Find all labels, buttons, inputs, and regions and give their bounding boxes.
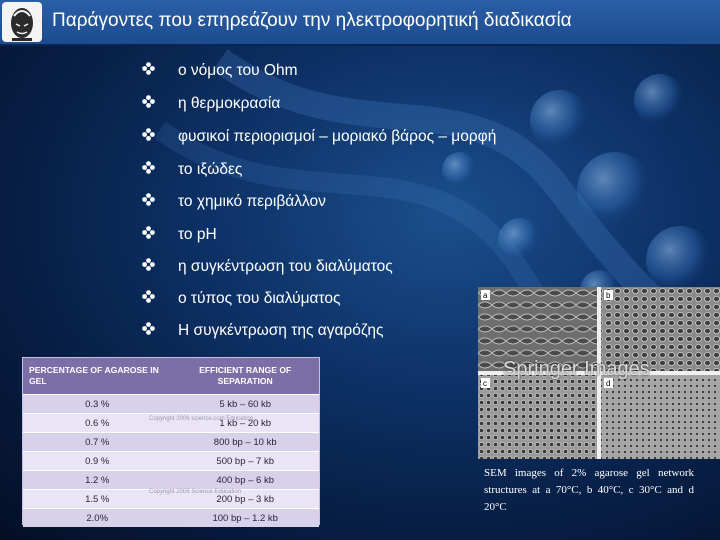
list-item (142, 288, 340, 310)
agarose-table-image (22, 357, 320, 525)
table-cell-percentage: 0.7 % (23, 433, 171, 452)
list-item-text: η θερμοκρασία (178, 95, 281, 112)
table-cell-range: 800 bp – 10 kb (171, 433, 319, 452)
table-cell-percentage: 2.0% (23, 509, 171, 528)
table-header-row (23, 358, 319, 395)
sem-panel-label: d (606, 379, 611, 388)
diamond-bullet-icon (142, 322, 178, 340)
list-item-text: Η συγκέντρωση της αγαρόζης (178, 322, 384, 339)
list-item (142, 93, 280, 115)
table-cell-percentage: 1.5 % (23, 490, 171, 509)
sem-panel-label: b (606, 291, 611, 300)
page-title: Παράγοντες που επηρεάζουν την ηλεκτροφορητική διαδικασία (52, 10, 572, 31)
table-cell-range: 400 bp – 6 kb (171, 471, 319, 490)
list-item-text: φυσικοί περιορισμοί – μοριακό βάρος – μορφή (178, 128, 497, 145)
springer-watermark: Springer Images (503, 358, 650, 380)
list-item (142, 256, 393, 278)
table-header-percentage: PERCENTAGE OF AGAROSE IN GEL (23, 358, 171, 395)
table-watermark: Copyright 2006 Science Education (149, 489, 242, 495)
list-item-text: η συγκέντρωση του διαλύματος (178, 258, 393, 275)
table-cell-range: 200 bp – 3 kb (171, 490, 319, 509)
list-item-text: ο νόμος του Ohm (178, 62, 298, 79)
table-cell-percentage: 1.2 % (23, 471, 171, 490)
table-cell-percentage: 0.3 % (23, 395, 171, 414)
diamond-bullet-icon (142, 290, 178, 308)
sem-panel-label: a (483, 291, 488, 300)
table-cell-range: 1 kb – 20 kb (171, 414, 319, 433)
diamond-bullet-icon (142, 193, 178, 211)
list-item (142, 126, 496, 148)
list-item (142, 224, 217, 246)
table-cell-range: 100 bp – 1.2 kb (171, 509, 319, 528)
diamond-bullet-icon (142, 258, 178, 276)
table-cell-range: 5 kb – 60 kb (171, 395, 319, 414)
table-cell-range: 500 bp – 7 kb (171, 452, 319, 471)
table-row (23, 395, 319, 414)
diamond-bullet-icon (142, 62, 178, 80)
table-watermark: Copyright 2006 science.com Education (149, 416, 254, 422)
list-item-text: το ιξώδες (178, 161, 243, 178)
table-row (23, 452, 319, 471)
sem-caption: SEM images of 2% agarose gel network structures at a 70°C, b 40°C, c 30°C and d 20°C (484, 467, 694, 513)
diamond-bullet-icon (142, 161, 178, 179)
table-cell-percentage: 0.6 % (23, 414, 171, 433)
table-row (23, 471, 319, 490)
table-cell-percentage: 0.9 % (23, 452, 171, 471)
list-item-text: ο τύπος του διαλύματος (178, 290, 341, 307)
sem-panel-label: c (483, 379, 487, 388)
list-item (142, 60, 298, 82)
agarose-table (23, 358, 319, 527)
list-item-text: το χημικό περιβάλλον (178, 193, 326, 210)
list-item (142, 320, 384, 342)
list-item (142, 191, 326, 213)
table-header-range: EFFICIENT RANGE OF SEPARATION (171, 358, 319, 395)
table-row (23, 433, 319, 452)
list-item (142, 159, 242, 181)
table-row (23, 509, 319, 528)
diamond-bullet-icon (142, 226, 178, 244)
diamond-bullet-icon (142, 95, 178, 113)
diamond-bullet-icon (142, 128, 178, 146)
list-item-text: το pH (178, 226, 217, 243)
